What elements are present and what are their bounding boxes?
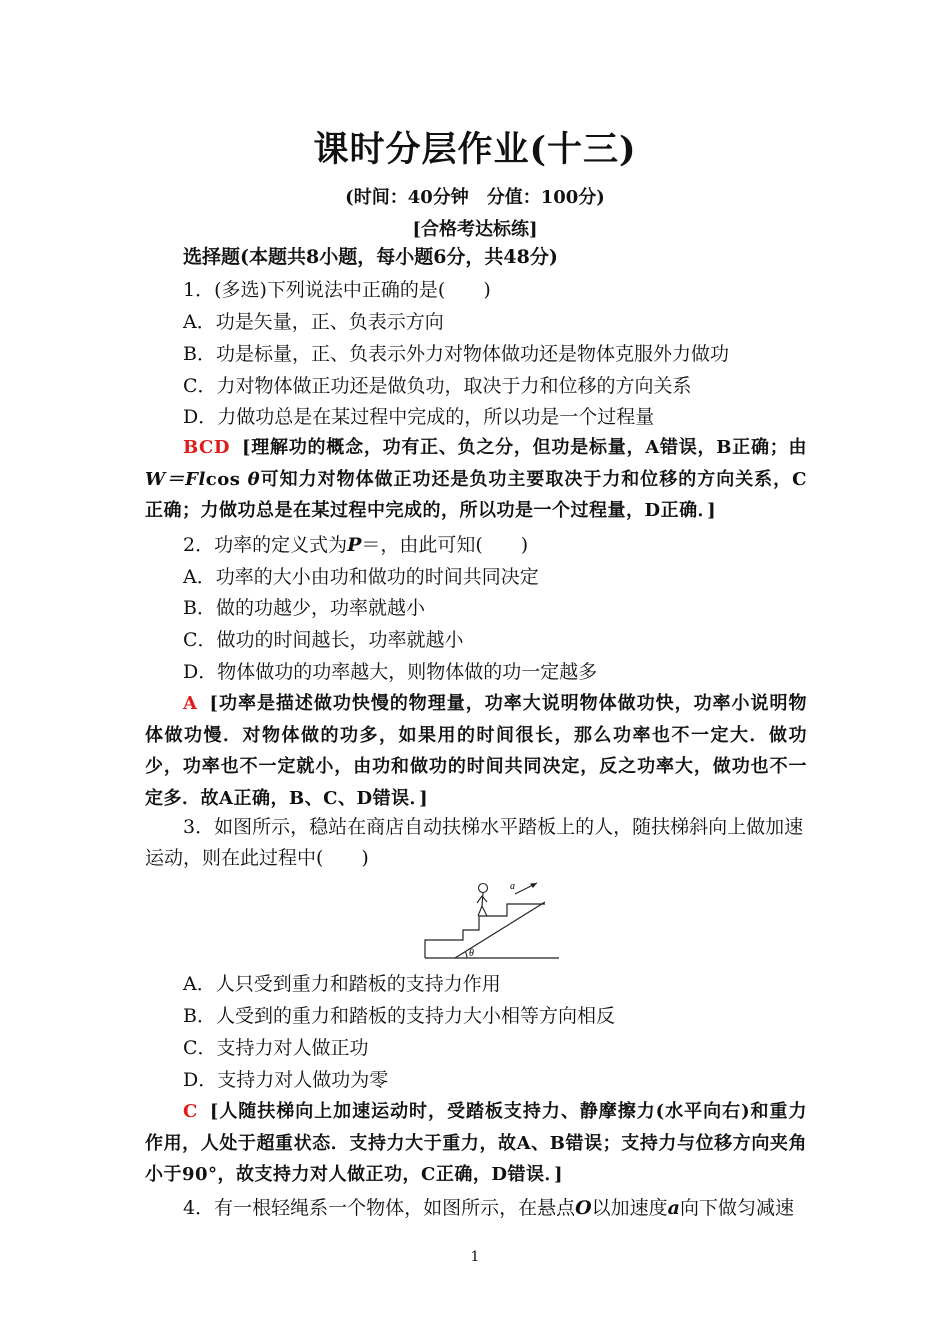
section-intro: 选择题(本题共8小题，每小题6分，共48分) [183, 246, 558, 268]
q3-answer-key: C [183, 1101, 198, 1122]
q3-option-d: D．支持力对人做功为零 [183, 1069, 389, 1091]
acceleration-label: a [510, 881, 515, 892]
q2-explanation: [功率是描述做功快慢的物理量，功率大说明物体做功快，功率小说明物体做功慢．对物体做的功多，如果用的时间很长，那么功率也不一定大．做功少，功率也不一定就小，由功和做功的时间共同决定，反之功率大，做功也不一定多．故A正确，B、C、D错误．] [145, 693, 807, 809]
q2-stem-pre: 2．功率的定义式为 [183, 534, 348, 556]
page-number: 1 [470, 1249, 480, 1265]
person-leg-right [482, 906, 487, 916]
page-title: 课时分层作业(十三) [313, 129, 637, 170]
q1-option-a: A．功是矢量，正、负表示方向 [183, 311, 444, 333]
person-head [479, 884, 488, 893]
q2-option-a: A．功率的大小由功和做功的时间共同决定 [183, 566, 539, 588]
q1-formula: W＝Fl [145, 468, 206, 490]
q2-option-b: B．做的功越少，功率就越小 [183, 597, 425, 619]
q4-stem-pre: 4．有一根轻绳系一个物体，如图所示，在悬点 [183, 1197, 576, 1219]
q2-stem-post: ＝，由此可知( ) [361, 534, 529, 556]
person-body [482, 893, 483, 907]
person-arm-left [477, 896, 482, 903]
q4-stem-post: 向下做匀减速 [679, 1197, 794, 1219]
q1-theta: θ [247, 468, 261, 490]
q2-option-c: C．做功的时间越长，功率就越小 [183, 629, 464, 651]
q3-stem-line1: 3．如图所示，稳站在商店自动扶梯水平踏板上的人，随扶梯斜向上做加速 [183, 816, 804, 838]
q1-answer [145, 432, 807, 527]
q1-answer-key: BCD [183, 437, 230, 458]
q4-var-o: O [575, 1197, 592, 1219]
q3-explanation: [人随扶梯向上加速运动时，受踏板支持力、静摩擦力(水平向右)和重力作用，人处于超重状态．支持力大于重力，故A、B错误；支持力与位移方向夹角小于90°，故支持力对人做正功，C正确，D错误．] [145, 1101, 807, 1185]
time-score-info: (时间：40分钟 分值：100分) [345, 187, 605, 208]
q2-stem [183, 533, 528, 557]
q3-option-c: C．支持力对人做正功 [183, 1037, 369, 1059]
q1-explanation-part1: [理解功的概念，功有正、负之分，但功是标量，A错误，B正确；由 [241, 437, 807, 458]
q1-option-b: B．功是标量，正、负表示外力对物体做功还是物体克服外力做功 [183, 343, 729, 365]
q1-option-c: C．力对物体做正功还是做负功，取决于力和位移的方向关系 [183, 375, 692, 397]
q2-answer-key: A [183, 693, 198, 714]
q1-explanation-part2: 可知力对物体做正功还是负功主要取决于力和位移的方向关系，C正确；力做功总是在某过程中完成的，所以功是一个过程量，D正确．] [145, 468, 807, 521]
person-leg-left [478, 906, 482, 916]
q3-option-b: B．人受到的重力和踏板的支持力大小相等方向相反 [183, 1005, 615, 1027]
q4-stem [183, 1196, 794, 1220]
q1-cos: cos [205, 468, 241, 490]
section-heading: [合格考达标练] [412, 219, 538, 240]
q1-stem: 1．(多选)下列说法中正确的是( ) [183, 279, 491, 301]
escalator-figure [423, 880, 563, 962]
angle-arc [466, 952, 468, 958]
q2-var-p: P [347, 534, 362, 556]
q1-option-d: D．力做功总是在某过程中完成的，所以功是一个过程量 [183, 406, 655, 428]
q3-answer [145, 1096, 807, 1191]
q2-answer [145, 688, 807, 814]
q3-option-a: A．人只受到重力和踏板的支持力作用 [183, 973, 501, 995]
q2-option-d: D．物体做功的功率越大，则物体做的功一定越多 [183, 661, 598, 683]
q3-stem-line2: 运动，则在此过程中( ) [145, 847, 369, 869]
angle-label: θ [469, 948, 474, 959]
q4-stem-mid: 以加速度 [591, 1197, 668, 1219]
q4-var-a: a [667, 1197, 680, 1219]
